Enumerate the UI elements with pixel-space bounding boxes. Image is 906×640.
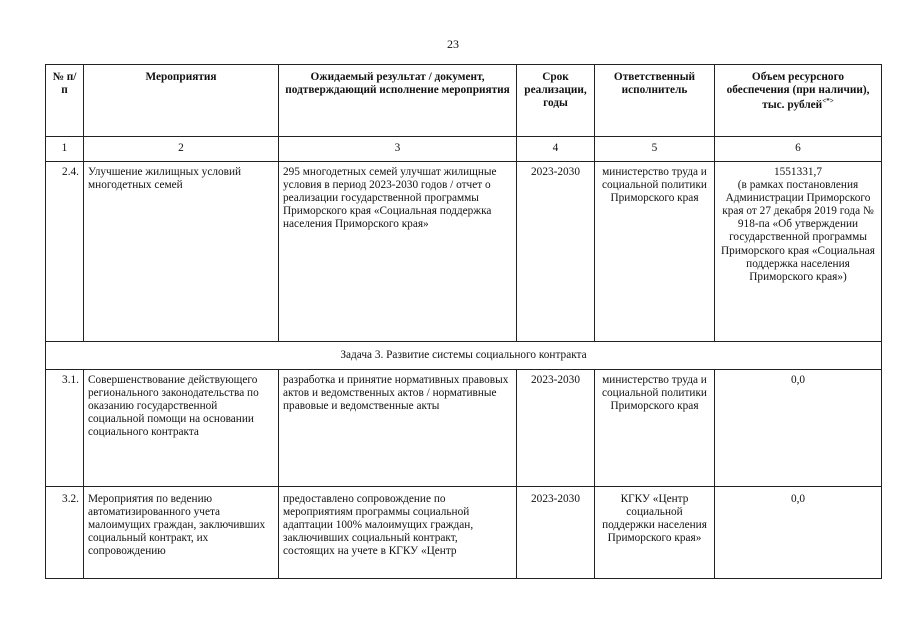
column-number: 1 — [46, 137, 84, 162]
table-row — [46, 370, 882, 487]
row-result: разработка и принятие нормативных правовых актов и ведомственных актов / нормативные правовые и ведомственные акты — [279, 370, 517, 487]
header-event: Мероприятия — [84, 65, 279, 137]
task-label: Задача 3. Развитие системы социального контракта — [46, 342, 882, 370]
row-num: 3.2. — [46, 487, 84, 579]
row-result: предоставлено сопровождение по мероприятиям программы социальной адаптации 100% малоимущих граждан, заключивших социальный контракт, состоящих на учете в КГКУ «Центр — [279, 487, 517, 579]
header-resources-footnote: <*> — [822, 97, 834, 106]
row-num: 2.4. — [46, 162, 84, 342]
column-number: 5 — [595, 137, 715, 162]
row-term: 2023-2030 — [517, 162, 595, 342]
task-row — [46, 342, 882, 370]
column-number-row — [46, 137, 882, 162]
row-event: Совершенствование действующего регионального законодательства по оказанию государственной социальной помощи на основании социального контракта — [84, 370, 279, 487]
table-header-row — [46, 65, 882, 137]
row-executor: министерство труда и социальной политики Приморского края — [595, 370, 715, 487]
row-executor: министерство труда и социальной политики Приморского края — [595, 162, 715, 342]
header-resources-label: Объем ресурсного обеспечения (при наличии), тыс. рублей — [726, 71, 870, 111]
header-term: Срок реализации, годы — [517, 65, 595, 137]
row-event: Мероприятия по ведению автоматизированного учета малоимущих граждан, заключивших социальный контракт, их сопровождению — [84, 487, 279, 579]
column-number: 3 — [279, 137, 517, 162]
column-number: 6 — [715, 137, 882, 162]
row-event: Улучшение жилищных условий многодетных семей — [84, 162, 279, 342]
header-executor: Ответственный исполнитель — [595, 65, 715, 137]
row-resources-note: (в рамках постановления Администрации Приморского края от 27 декабря 2019 года № 918-па «Об утверждении государственной программы Приморского края «Социальная поддержка населения Приморского края») — [721, 179, 875, 283]
row-resources: 0,0 — [715, 487, 882, 579]
page-number: 23 — [447, 37, 459, 51]
row-executor: КГКУ «Центр социальной поддержки населения Приморского края» — [595, 487, 715, 579]
row-term: 2023-2030 — [517, 487, 595, 579]
table-row — [46, 162, 882, 342]
row-resources: 0,0 — [715, 370, 882, 487]
column-number: 4 — [517, 137, 595, 162]
row-num: 3.1. — [46, 370, 84, 487]
row-resources-value: 1551331,7 — [773, 166, 822, 178]
row-term: 2023-2030 — [517, 370, 595, 487]
header-result: Ожидаемый результат / документ, подтверждающий исполнение мероприятия — [279, 65, 517, 137]
activities-table — [45, 64, 882, 579]
table-row — [46, 487, 882, 579]
column-number: 2 — [84, 137, 279, 162]
row-result: 295 многодетных семей улучшат жилищные условия в период 2023-2030 годов / отчет о реализации государственной программы Приморского края «Социальная поддержка населения Приморского края» — [279, 162, 517, 342]
header-resources — [715, 65, 882, 137]
row-resources — [715, 162, 882, 342]
header-num: № п/п — [46, 65, 84, 137]
